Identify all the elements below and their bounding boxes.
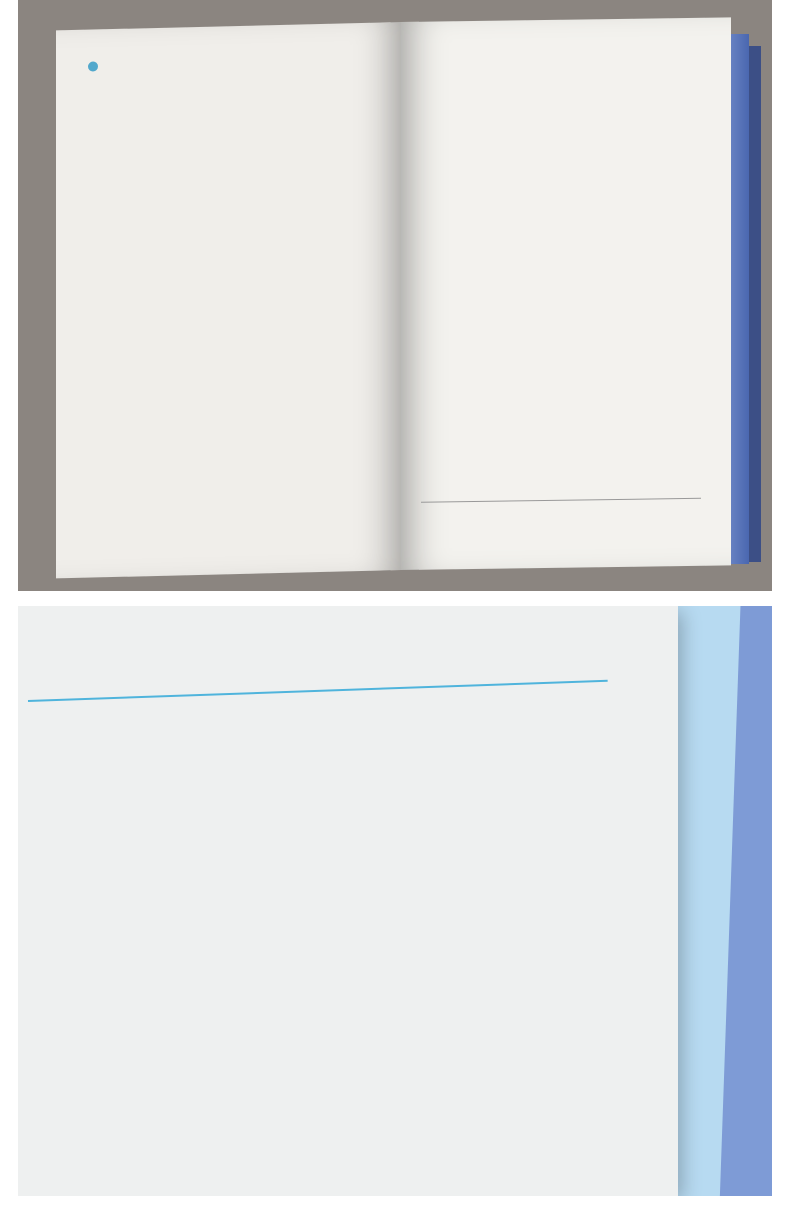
left-page-header (88, 57, 101, 75)
right-page (401, 17, 731, 570)
left-page (56, 22, 401, 578)
left-page-text (86, 70, 384, 77)
open-book (56, 22, 756, 570)
section-divider (28, 680, 608, 702)
closeup-page (18, 606, 678, 1196)
book-spread-photo (18, 0, 772, 591)
series-logo-icon (88, 61, 98, 71)
book-cover-edge-dark (749, 46, 761, 562)
footnote (421, 498, 701, 507)
right-page-header (711, 36, 717, 54)
essay-body (72, 739, 771, 778)
closeup-photo (18, 606, 772, 1196)
right-page-text (421, 32, 711, 36)
